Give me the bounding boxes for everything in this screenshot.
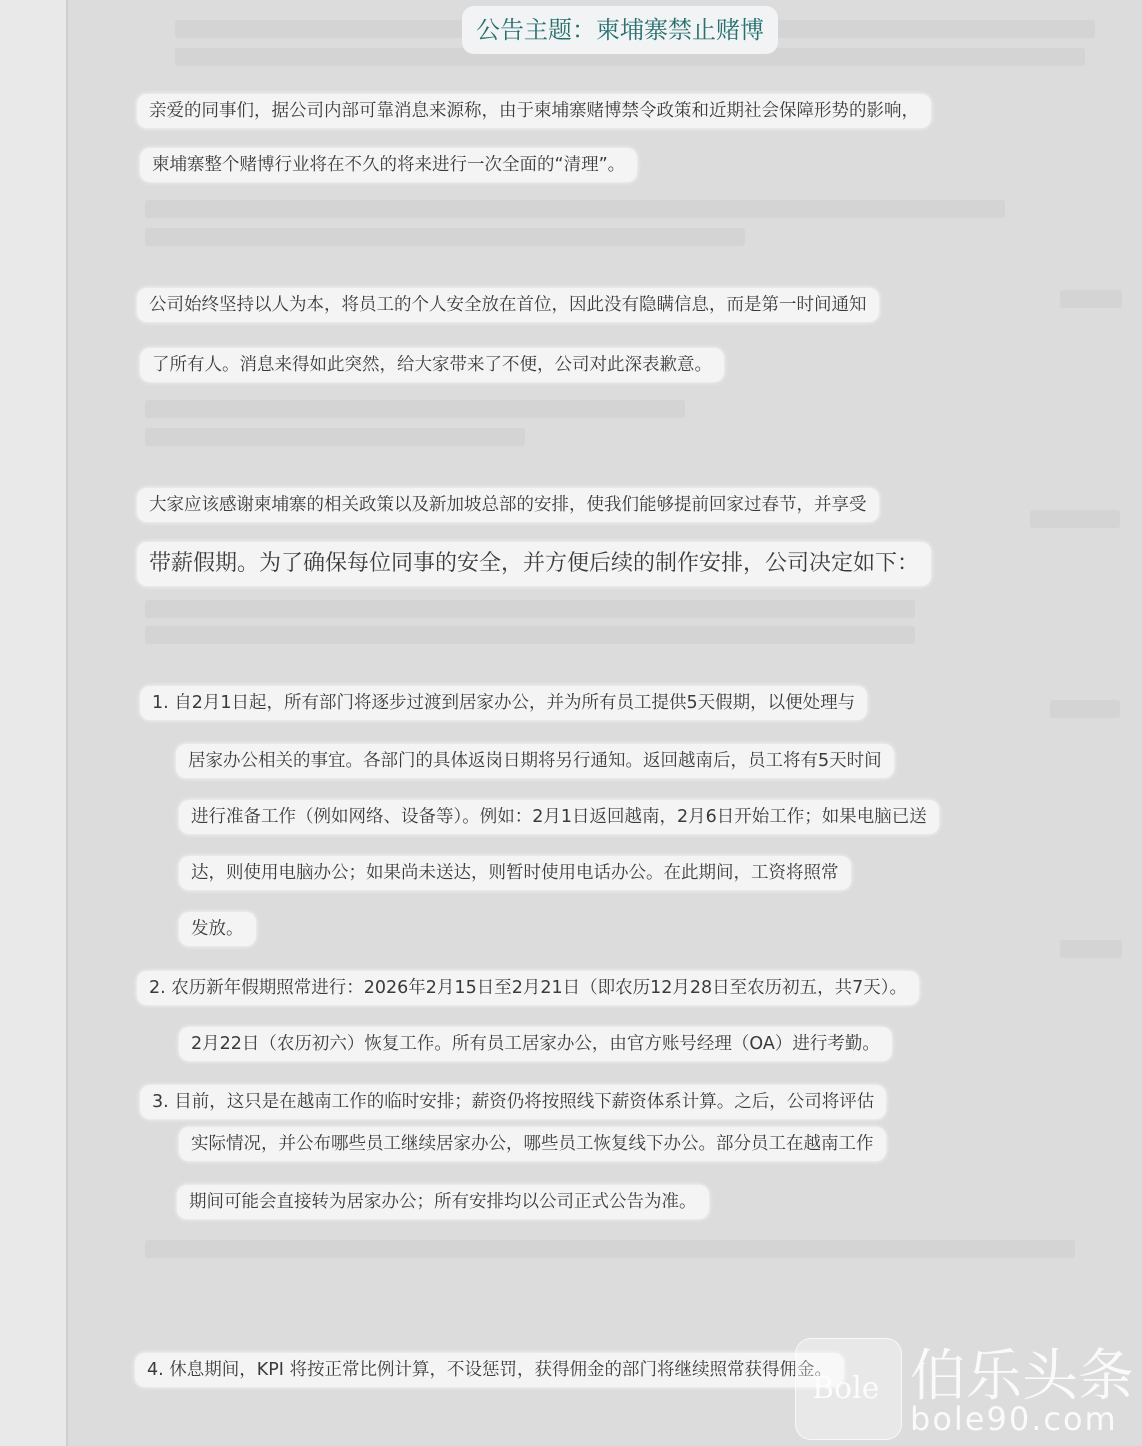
paragraph-1-line-2: 柬埔寨整个赌博行业将在不久的将来进行一次全面的“清理”。	[140, 148, 637, 182]
watermark-domain: bole90.com	[910, 1400, 1118, 1438]
paragraph-2-line-1: 公司始终坚持以人为本，将员工的个人安全放在首位，因此没有隐瞒信息，而是第一时间通知	[137, 288, 879, 322]
item-1-line-3: 进行准备工作（例如网络、设备等）。例如：2月1日返回越南，2月6日开始工作；如果电脑已送	[179, 800, 939, 834]
item-1-line-4: 达，则使用电脑办公；如果尚未送达，则暂时使用电话办公。在此期间，工资将照常	[179, 856, 851, 890]
blurred-text	[1060, 940, 1122, 958]
paragraph-3-line-2: 带薪假期。为了确保每位同事的安全，并方便后续的制作安排，公司决定如下：	[137, 542, 931, 586]
blurred-text	[145, 200, 1005, 218]
blurred-text	[145, 228, 745, 246]
item-1-line-2: 居家办公相关的事宜。各部门的具体返岗日期将另行通知。返回越南后，员工将有5天时间	[176, 744, 894, 778]
blurred-text	[145, 626, 915, 644]
item-1-line-5: 发放。	[179, 912, 256, 946]
blurred-text	[145, 428, 525, 446]
blurred-text	[1050, 700, 1120, 718]
item-2-line-1: 2. 农历新年假期照常进行：2026年2月15日至2月21日（即农历12月28日至农历初五，共7天）。	[137, 971, 919, 1005]
blurred-text	[145, 600, 915, 618]
item-4-line-1: 4. 休息期间，KPI 将按正常比例计算，不设惩罚，获得佣金的部门将继续照常获得佣金。	[135, 1353, 844, 1387]
paragraph-2-line-2: 了所有人。消息来得如此突然，给大家带来了不便，公司对此深表歉意。	[140, 348, 724, 382]
item-3-line-1: 3. 目前，这只是在越南工作的临时安排；薪资仍将按照线下薪资体系计算。之后，公司将评估	[140, 1085, 886, 1119]
item-3-line-3: 期间可能会直接转为居家办公；所有安排均以公司正式公告为准。	[177, 1185, 709, 1219]
item-1-line-1: 1. 自2月1日起，所有部门将逐步过渡到居家办公，并为所有员工提供5天假期，以便处理与	[140, 686, 867, 720]
left-margin-strip	[0, 0, 68, 1446]
item-3-line-2: 实际情况，并公布哪些员工继续居家办公，哪些员工恢复线下办公。部分员工在越南工作	[179, 1127, 886, 1161]
watermark-name: 伯乐头条	[910, 1344, 1134, 1409]
blurred-text	[145, 400, 685, 418]
paragraph-1-line-1: 亲爱的同事们，据公司内部可靠消息来源称，由于柬埔寨赌博禁令政策和近期社会保障形势的影响，	[137, 94, 931, 128]
blurred-text	[1030, 510, 1120, 528]
blurred-text	[1060, 290, 1122, 308]
watermark-logo	[795, 1338, 902, 1440]
announcement-title: 公告主题：柬埔寨禁止赌博	[462, 6, 778, 54]
watermark-logo-text: Bole	[812, 1371, 880, 1406]
blurred-text	[145, 1240, 1075, 1258]
item-2-line-2: 2月22日（农历初六）恢复工作。所有员工居家办公，由官方账号经理（OA）进行考勤。	[179, 1027, 892, 1061]
paragraph-3-line-1: 大家应该感谢柬埔寨的相关政策以及新加坡总部的安排，使我们能够提前回家过春节，并享受	[137, 488, 879, 522]
